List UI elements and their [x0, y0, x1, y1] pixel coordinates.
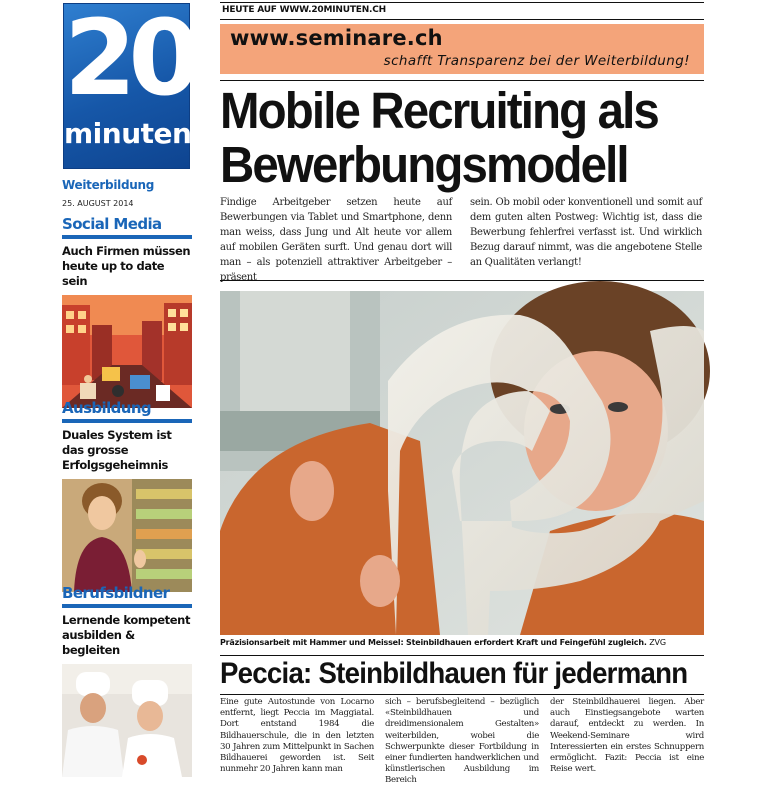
city-illustration-image[interactable] — [62, 295, 192, 408]
teaser-headline[interactable]: Duales System ist das grosse Erfolgsgeheimnis — [62, 428, 172, 472]
lead-column-2: sein. Ob mobil oder konventionell und somit auf dem guten alten Postweg: Wichtig ist, dass die Bewerbung fehlerfrei verfasst ist. Und wirklich Bezug darauf nimmt, was die angebotene Stelle an Qualitäten verlangt! — [470, 197, 702, 268]
20-minuten-logo[interactable] — [63, 0, 193, 169]
lead-column-1: Findige Arbeitgeber setzen heute auf Bewerbungen via Tablet und Smartphone, denn man weiss, dass Jung und Alt heute vor allem auf mobilen Geräten surft. Und genau dort will man – als potenziell attraktiver Arbeitgeber – präsent — [220, 197, 452, 283]
teaser-social-media[interactable] — [62, 214, 192, 408]
promo-url-link[interactable]: www.seminare.ch — [230, 26, 443, 50]
teaser-berufsbildner[interactable] — [62, 583, 192, 777]
main-column — [220, 0, 704, 786]
teaser-headline[interactable]: Auch Firmen müssen heute up to date sein — [62, 244, 191, 288]
chefs-photo[interactable] — [62, 664, 192, 777]
sidebar — [60, 0, 195, 764]
teaser-kicker: Social Media — [62, 214, 192, 239]
divider — [220, 2, 704, 3]
caption-credit: ZVG — [649, 638, 666, 647]
divider — [220, 280, 704, 281]
article-headline[interactable] — [220, 84, 670, 192]
logo-number: 20 — [64, 0, 193, 119]
promo-slogan: schafft Transparenz bei der Weiterbildung! — [383, 53, 690, 69]
issue-date: 25. AUGUST 2014 — [62, 199, 134, 208]
article2-column-2: sich – berufsbegleitend – bezüglich «Steinbildhauen und dreidimensionalem Gestalten» weiterbilden, wobei die Schwerpunkte dieser Fortbildung in einer fundierten handwerklichen und künstlerischen Ausbildung im Bereich — [385, 697, 539, 786]
photo-caption — [220, 638, 704, 647]
stone-sculptor-photo[interactable] — [220, 291, 704, 635]
promo-banner[interactable] — [220, 24, 704, 74]
headline-line-2: Bewerbungsmodell — [220, 136, 628, 193]
section-name: Weiterbildung — [62, 178, 155, 192]
teaser-kicker: Ausbildung — [62, 398, 192, 423]
apprentice-photo[interactable] — [62, 479, 192, 592]
divider — [220, 80, 704, 81]
divider — [220, 694, 704, 695]
article2-column-1: Eine gute Autostunde von Locarno entfernt, liegt Peccia im Maggiatal. Dort entstand 1984 die Bildhauerschule, die in den letzten 30 Jahren zum Mittelpunkt in Sachen Bildhauerei geworden ist. Seit nunmehr 20 Jahren kann man — [220, 697, 374, 775]
article2-headline[interactable]: Peccia: Steinbildhauen für jedermann — [220, 657, 688, 690]
article2-column-3: der Steinbildhauerei liegen. Aber auch Einstiegsangebote warten darauf, entdeckt zu werden. In Weekend-Seminare wird Interessierten ein erstes Schnuppern ermöglicht. Fazit: Peccia ist eine Reise wert. — [550, 697, 704, 775]
divider — [220, 19, 704, 20]
teaser-kicker: Berufsbildner — [62, 583, 192, 608]
logo-word: minuten — [64, 117, 192, 150]
teaser-ausbildung[interactable] — [62, 398, 192, 592]
caption-text: Präzisionsarbeit mit Hammer und Meissel: Steinbildhauen erfordert Kraft und Feingefühl zugleich. — [220, 638, 647, 647]
teaser-headline[interactable]: Lernende kompetent ausbilden & begleiten — [62, 613, 191, 657]
promo-kicker: HEUTE AUF WWW.20MINUTEN.CH — [222, 5, 386, 15]
headline-line-1: Mobile Recruiting als — [220, 82, 658, 139]
